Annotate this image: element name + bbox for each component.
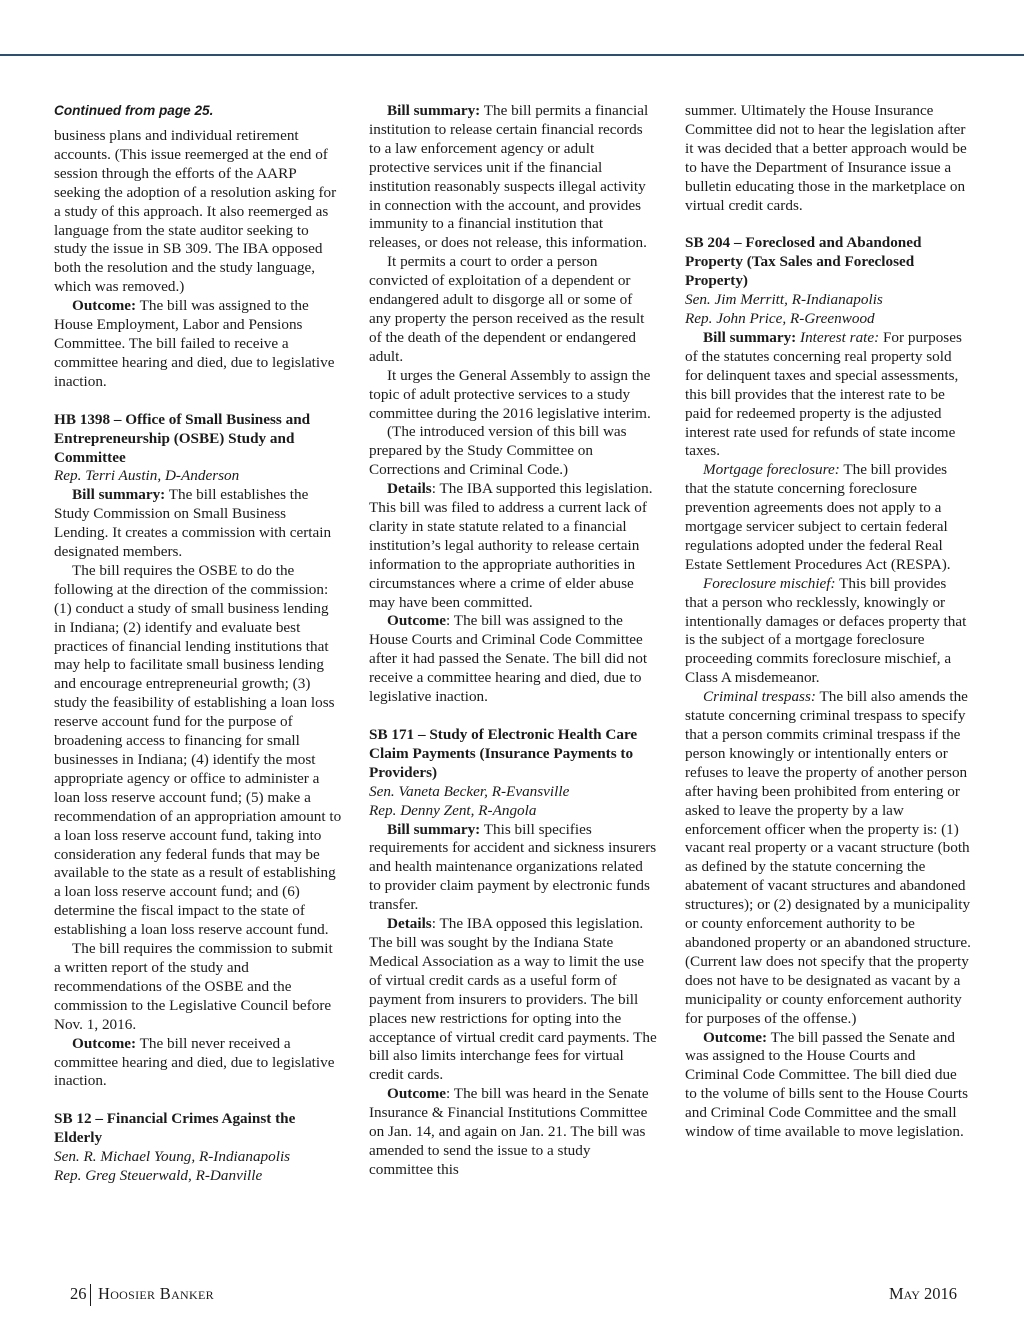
summary-label: Bill summary: [387,820,481,838]
mischief-label: Foreclosure mischief: [703,574,836,592]
column-3 [685,102,971,1142]
trespass-text: The bill also amends the statute concerning criminal trespass to specify that a person commits criminal trespass if the person knowingly or intentionally enters or refuses to leave the property of another person after having been prohibited from entering or asked to leave the property by a law enforcement officer when the property is: (1) vacant real property or a vacant structure (both as defined by the statute concerning the abatement of vacant structures and abandoned structures); or (2) designated by a municipality or county enforcement authority to be abandoned property or an abandoned structure. (Current law does not specify that the property does not have to be designated as vacant by a municipality or county enforcement authority for purposes of the offense.) [685,688,971,1027]
magazine-name: Hoosier Banker [98,1284,214,1303]
details-text: : The IBA supported this legislation. This bill was filed to address a current lack of clarity in state statute related to a financial institution’s legal authority to release certain information to the appropriate authorities in circumstances where a crime of elder abuse may have been committed. [369,480,653,611]
bill-summary [369,102,657,253]
page-footer [0,1284,1024,1308]
bill-sponsor: Sen. R. Michael Young, R-Indianapolis [54,1148,291,1166]
outcome-label: Outcome [387,1085,447,1103]
mortgage-label: Mortgage foreclosure: [703,461,840,479]
issue-date: May 2016 [888,1284,957,1303]
bill-sponsor: Rep. John Price, R-Greenwood [685,310,875,328]
summary-text: The bill establishes the Study Commission on Small Business Lending. It creates a commission with certain designated members. [54,486,332,561]
bill-summary [54,486,342,562]
details-label: Details [387,915,432,933]
column-2 [369,102,657,1180]
details-text: : The IBA opposed this legislation. The bill was sought by the Indiana State Medical Association as a way to limit the use of virtual credit cards as a useful form of payment from insurers to providers. The bill places new restrictions for opting into the acceptance of virtual credit card payments. The bill also limits interchange fees for virtual credit cards. [369,915,657,1084]
interest-text: For purposes of the statutes concerning real property sold for delinquent taxes and special assessments, this bill provides that the interest rate to be paid for redeemed property is the adjusted interest rate used for refunds of state income taxes. [685,328,962,460]
bill-heading-hb1398: HB 1398 – Office of Small Business and Entrepreneurship (OSBE) Study and Committee [54,410,311,466]
bill-sponsor: Rep. Denny Zent, R-Angola [369,801,537,819]
summary-text: This bill specifies requirements for accident and sickness insurers and health maintenance organizations related to provider claim payment by electronic funds transfer. [369,820,657,914]
outcome-paragraph [54,1035,342,1092]
bill-summary [685,329,971,461]
continued-note: Continued from page 25. [54,103,214,118]
outcome-paragraph [685,1029,971,1142]
interest-label: Interest rate: [800,328,880,346]
mortgage-text: The bill provides that the statute concerning foreclosure prevention agreements does not apply to a mortgage servicer subject to certain federal regulations adopted under the federal Real Estate Settlement Procedures Act (RESPA). [685,461,951,573]
outcome-label: Outcome: [72,297,137,315]
details-paragraph [369,915,657,1085]
summary-label: Bill summary: [703,328,797,346]
bill-heading-sb12: SB 12 – Financial Crimes Against the Elderly [54,1110,296,1147]
bill-sponsor: Sen. Vaneta Becker, R-Evansville [369,782,570,800]
header-rule [0,54,1024,56]
bill-sponsor: Sen. Jim Merritt, R-Indianapolis [685,291,883,309]
paragraph: It permits a court to order a person convicted of exploitation of a dependent or endangered adult to disgorge all or some of any property the person received as the result of the death of the dependent or endangered adult. [369,253,645,365]
paragraph: summer. Ultimately the House Insurance Committee did not to hear the legislation after it was decided that a better approach would be to have the Department of Insurance issue a bulletin educating those in the marketplace on virtual credit cards. [685,102,967,214]
outcome-paragraph [369,612,657,707]
outcome-text: : The bill was heard in the Senate Insurance & Financial Institutions Committee on Jan. 14, and again on Jan. 21. The bill was amended to send the issue to a study committee this [369,1085,649,1178]
paragraph: It urges the General Assembly to assign the topic of adult protective services to a study committee during the 2016 legislative interim. [369,366,651,422]
mischief-text: This bill provides that a person who recklessly, knowingly or intentionally damages or defaces property that is the subject of a mortgage foreclosure proceeding commits foreclosure mischief, a Class A misdemeanor. [685,574,967,687]
outcome-paragraph [369,1085,657,1180]
trespass-paragraph [685,688,971,1028]
outcome-label: Outcome: [72,1034,137,1052]
trespass-label: Criminal trespass: [703,688,816,706]
column-1 [54,102,342,1186]
details-label: Details [387,480,432,498]
mischief-paragraph [685,575,971,688]
details-paragraph [369,480,657,612]
paragraph: The bill requires the commission to submit a written report of the study and recommendations of the OSBE and the commission to the Legislative Council before Nov. 1, 2016. [54,940,333,1033]
summary-label: Bill summary: [72,486,166,504]
bill-sponsor: Rep. Greg Steuerwald, R-Danville [54,1167,263,1185]
paragraph: business plans and individual retirement accounts. (This issue reemerged at the end of session through the efforts of the AARP seeking the adoption of a resolution asking for a study of this approach. It also reemerged as language from the state auditor seeking to study the issue in SB 309. The IBA opposed both the resolution and the study language, which was removed.) [54,127,337,296]
footer-divider [90,1284,91,1306]
outcome-label: Outcome: [703,1028,768,1046]
paragraph: (The introduced version of this bill was prepared by the Study Committee on Corrections and Criminal Code.) [369,423,627,479]
outcome-text: : The bill was assigned to the House Courts and Criminal Code Committee after it had passed the Senate. The bill did not receive a committee hearing and died, due to legislative inaction. [369,612,648,706]
outcome-text: The bill passed the Senate and was assigned to the House Courts and Criminal Code Committee. The bill died due to the volume of bills sent to the House Courts and Criminal Code Committee and the small window of time available to move legislation. [685,1028,969,1141]
page-number: 26 [70,1284,87,1303]
bill-heading-sb204: SB 204 – Foreclosed and Abandoned Property (Tax Sales and Foreclosed Property) [685,234,922,290]
bill-heading-sb171: SB 171 – Study of Electronic Health Care Claim Payments (Insurance Payments to Providers) [369,726,638,781]
outcome-label: Outcome [387,612,447,630]
paragraph: The bill requires the OSBE to do the following at the direction of the commission: (1) conduct a study of small business lending in Indiana; (2) identify and evaluate best practices of financial lending institutions that may help to facilitate small business lending and encourage entrepreneurial growth; (3) study the feasibility of establishing a loan loss reserve account fund for the purpose of broadening access to financing for small businesses in Indiana; (4) identify the most appropriate agency or office to administer a loan loss reserve account fund; (5) make a recommendation of an appropriation amount to a loan loss reserve account fund, taking into consideration any federal funds that may be available to the state as a result of establishing a loan loss reserve account fund; and (6) determine the fiscal impact to the state of establishing a loan loss reserve account fund. [54,561,342,939]
summary-text: The bill permits a financial institution to release certain financial records to a law enforcement agency or adult protective services unit if the financial institution reasonably suspects illegal activity in connection with the account, and provides immunity to a financial institution that releases, or does not release, this information. [369,102,649,252]
bill-sponsor: Rep. Terri Austin, D-Anderson [54,467,240,485]
mortgage-paragraph [685,461,971,574]
bill-summary [369,821,657,916]
summary-label: Bill summary: [387,102,481,119]
outcome-text: The bill was assigned to the House Employment, Labor and Pensions Committee. The bill failed to receive a committee hearing and died, due to legislative inaction. [54,297,335,390]
outcome-paragraph [54,297,342,392]
outcome-text: The bill never received a committee hearing and died, due to legislative inaction. [54,1034,335,1090]
